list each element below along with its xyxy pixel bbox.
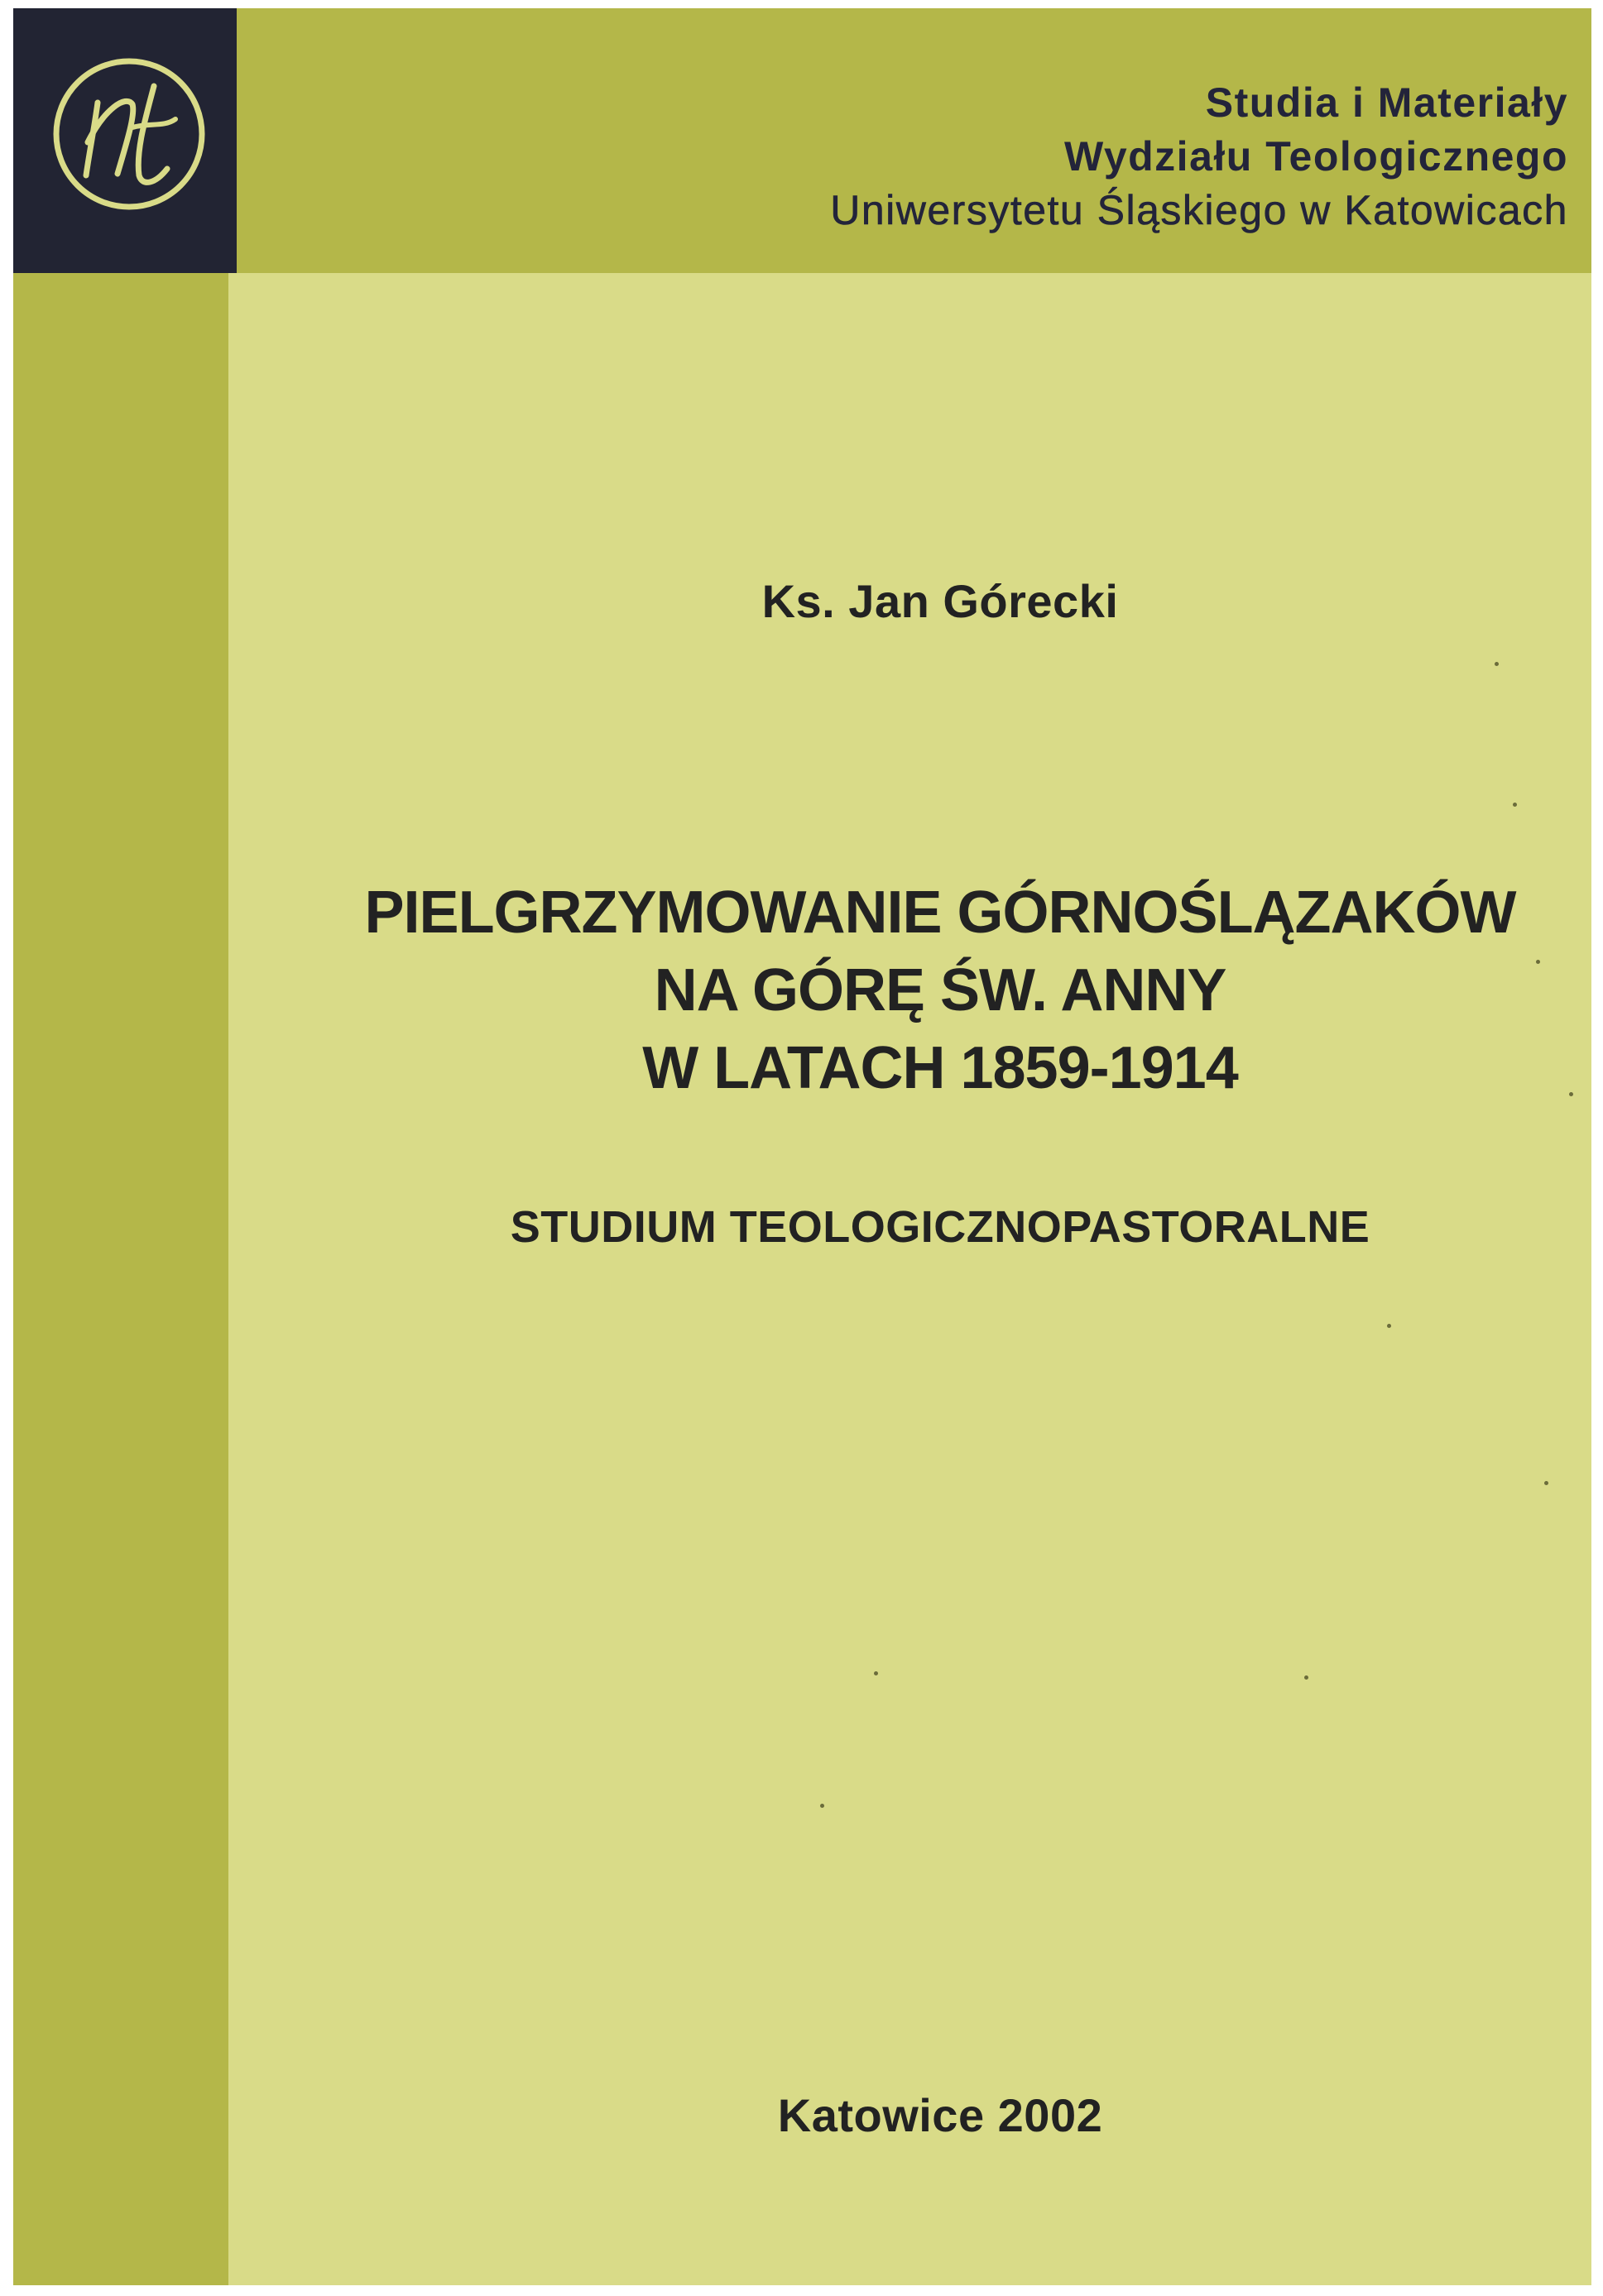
print-speck bbox=[820, 1804, 824, 1808]
print-speck bbox=[1304, 1675, 1308, 1680]
book-subtitle: STUDIUM TEOLOGICZNOPASTORALNE bbox=[510, 1202, 1370, 1252]
print-speck bbox=[1544, 1481, 1548, 1485]
print-speck bbox=[1513, 803, 1517, 807]
print-speck bbox=[1536, 960, 1540, 964]
print-speck bbox=[1495, 662, 1499, 666]
series-title bbox=[830, 76, 1568, 237]
title-line-3: W LATACH 1859-1914 bbox=[642, 1035, 1238, 1101]
print-speck bbox=[1387, 1324, 1391, 1328]
print-speck bbox=[1569, 1092, 1573, 1096]
author-name: Ks. Jan Górecki bbox=[761, 575, 1119, 627]
print-speck bbox=[874, 1671, 878, 1675]
spine-stripe bbox=[13, 8, 228, 2285]
book-cover bbox=[13, 8, 1591, 2285]
series-line-1: Studia i Materiały bbox=[1205, 79, 1568, 126]
faculty-monogram-icon bbox=[46, 51, 212, 217]
imprint: Katowice 2002 bbox=[777, 2089, 1103, 2141]
title-line-2: NA GÓRĘ ŚW. ANNY bbox=[654, 957, 1226, 1023]
book-title bbox=[278, 874, 1591, 1107]
title-line-1: PIELGRZYMOWANIE GÓRNOŚLĄZAKÓW bbox=[364, 880, 1516, 946]
logo-block bbox=[13, 8, 237, 273]
series-line-3: Uniwersytetu Śląskiego w Katowicach bbox=[830, 187, 1568, 233]
series-line-2: Wydziału Teologicznego bbox=[1064, 133, 1568, 180]
